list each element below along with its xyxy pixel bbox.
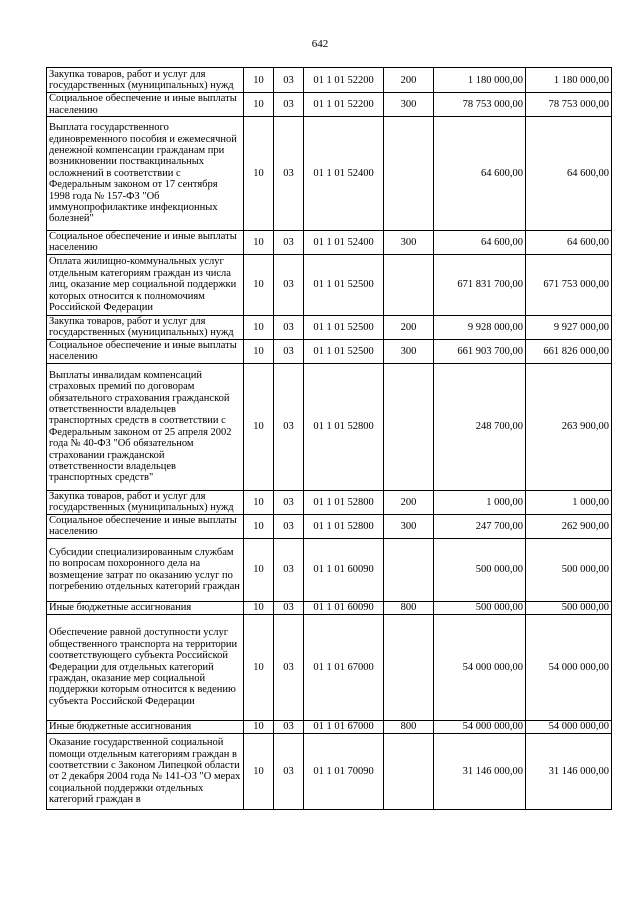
row-description: Обеспечение равной доступности услуг общественного транспорта на территории соответствующего субъекта Российской Федерации для отдельных категорий граждан, оказание мер социальной поддержки которым относится к ведению субъекта Российской Федерации (47, 614, 244, 720)
target-article-code: 01 1 01 52500 (304, 339, 384, 363)
subsection-code: 03 (274, 339, 304, 363)
expense-type-code: 200 (384, 490, 434, 514)
amount-year-2: 1 000,00 (526, 490, 612, 514)
table-row (47, 315, 612, 339)
table-row (47, 601, 612, 614)
section-code: 10 (244, 254, 274, 315)
section-code: 10 (244, 339, 274, 363)
amount-year-1: 54 000 000,00 (434, 614, 526, 720)
row-description: Иные бюджетные ассигнования (47, 720, 244, 733)
section-code: 10 (244, 733, 274, 809)
subsection-code: 03 (274, 733, 304, 809)
section-code: 10 (244, 601, 274, 614)
amount-year-2: 1 180 000,00 (526, 68, 612, 93)
table-row (47, 93, 612, 117)
expense-type-code (384, 254, 434, 315)
page-number: 642 (311, 38, 329, 50)
amount-year-1: 661 903 700,00 (434, 339, 526, 363)
amount-year-1: 500 000,00 (434, 538, 526, 601)
section-code: 10 (244, 68, 274, 93)
subsection-code: 03 (274, 720, 304, 733)
subsection-code: 03 (274, 254, 304, 315)
section-code: 10 (244, 231, 274, 255)
subsection-code: 03 (274, 315, 304, 339)
table-row (47, 538, 612, 601)
subsection-code: 03 (274, 231, 304, 255)
target-article-code: 01 1 01 52800 (304, 363, 384, 490)
table-row (47, 339, 612, 363)
target-article-code: 01 1 01 67000 (304, 614, 384, 720)
expense-type-code: 800 (384, 601, 434, 614)
section-code: 10 (244, 514, 274, 538)
amount-year-2: 64 600,00 (526, 231, 612, 255)
table-row (47, 231, 612, 255)
expense-type-code (384, 363, 434, 490)
expense-type-code: 300 (384, 93, 434, 117)
expense-type-code: 300 (384, 339, 434, 363)
amount-year-2: 263 900,00 (526, 363, 612, 490)
target-article-code: 01 1 01 52400 (304, 117, 384, 231)
amount-year-1: 1 180 000,00 (434, 68, 526, 93)
subsection-code: 03 (274, 68, 304, 93)
amount-year-1: 500 000,00 (434, 601, 526, 614)
section-code: 10 (244, 117, 274, 231)
amount-year-2: 500 000,00 (526, 538, 612, 601)
table-row (47, 117, 612, 231)
expense-type-code (384, 117, 434, 231)
expense-type-code: 200 (384, 68, 434, 93)
expense-type-code: 800 (384, 720, 434, 733)
target-article-code: 01 1 01 52500 (304, 254, 384, 315)
table-row (47, 733, 612, 809)
section-code: 10 (244, 93, 274, 117)
row-description: Закупка товаров, работ и услуг для государственных (муниципальных) нужд (47, 315, 244, 339)
amount-year-2: 64 600,00 (526, 117, 612, 231)
amount-year-2: 78 753 000,00 (526, 93, 612, 117)
section-code: 10 (244, 363, 274, 490)
target-article-code: 01 1 01 52400 (304, 231, 384, 255)
amount-year-1: 64 600,00 (434, 117, 526, 231)
row-description: Иные бюджетные ассигнования (47, 601, 244, 614)
table-row (47, 490, 612, 514)
subsection-code: 03 (274, 614, 304, 720)
table-row (47, 720, 612, 733)
amount-year-2: 54 000 000,00 (526, 614, 612, 720)
amount-year-2: 500 000,00 (526, 601, 612, 614)
amount-year-2: 671 753 000,00 (526, 254, 612, 315)
amount-year-2: 9 927 000,00 (526, 315, 612, 339)
target-article-code: 01 1 01 60090 (304, 538, 384, 601)
row-description: Выплата государственного единовременного пособия и ежемесячной денежной компенсации гражданам при возникновении поствакцинальных осложнений в соответствии с Федеральным законом от 17 сентября 1998 года № 157-ФЗ "Об иммунопрофилактике инфекционных болезней" (47, 117, 244, 231)
row-description: Выплаты инвалидам компенсаций страховых премий по договорам обязательного страхования гражданской ответственности владельцев транспортных средств в соответствии с Федеральным законом от 25 апреля 2002 года № 40-ФЗ "Об обязательном страховании гражданской ответственности владельцев транспортных средств" (47, 363, 244, 490)
row-description: Субсидии специализированным службам по вопросам похоронного дела на возмещение затрат по оказанию услуг по погребению отдельных категорий граждан (47, 538, 244, 601)
amount-year-1: 1 000,00 (434, 490, 526, 514)
amount-year-1: 64 600,00 (434, 231, 526, 255)
target-article-code: 01 1 01 52800 (304, 490, 384, 514)
budget-table (46, 67, 612, 810)
expense-type-code: 300 (384, 514, 434, 538)
table-row (47, 514, 612, 538)
table-row (47, 68, 612, 93)
target-article-code: 01 1 01 52200 (304, 93, 384, 117)
subsection-code: 03 (274, 117, 304, 231)
target-article-code: 01 1 01 60090 (304, 601, 384, 614)
subsection-code: 03 (274, 93, 304, 117)
subsection-code: 03 (274, 601, 304, 614)
target-article-code: 01 1 01 52500 (304, 315, 384, 339)
table-row (47, 254, 612, 315)
amount-year-1: 671 831 700,00 (434, 254, 526, 315)
expense-type-code (384, 538, 434, 601)
amount-year-1: 248 700,00 (434, 363, 526, 490)
amount-year-1: 9 928 000,00 (434, 315, 526, 339)
section-code: 10 (244, 538, 274, 601)
amount-year-2: 262 900,00 (526, 514, 612, 538)
table-row (47, 614, 612, 720)
expense-type-code (384, 614, 434, 720)
amount-year-1: 54 000 000,00 (434, 720, 526, 733)
subsection-code: 03 (274, 363, 304, 490)
subsection-code: 03 (274, 514, 304, 538)
amount-year-2: 54 000 000,00 (526, 720, 612, 733)
expense-type-code: 200 (384, 315, 434, 339)
row-description: Закупка товаров, работ и услуг для государственных (муниципальных) нужд (47, 490, 244, 514)
target-article-code: 01 1 01 67000 (304, 720, 384, 733)
row-description: Оказание государственной социальной помощи отдельным категориям граждан в соответствии с Законом Липецкой области от 2 декабря 2004 года № 141-ОЗ "О мерах социальной поддержки отдельных категорий граждан в (47, 733, 244, 809)
target-article-code: 01 1 01 70090 (304, 733, 384, 809)
row-description: Оплата жилищно-коммунальных услуг отдельным категориям граждан из числа лиц, оказание мер социальной поддержки которых относится к полномочиям Российской Федерации (47, 254, 244, 315)
row-description: Социальное обеспечение и иные выплаты населению (47, 514, 244, 538)
subsection-code: 03 (274, 490, 304, 514)
target-article-code: 01 1 01 52800 (304, 514, 384, 538)
subsection-code: 03 (274, 538, 304, 601)
expense-type-code (384, 733, 434, 809)
row-description: Социальное обеспечение и иные выплаты населению (47, 93, 244, 117)
row-description: Социальное обеспечение и иные выплаты населению (47, 231, 244, 255)
amount-year-1: 247 700,00 (434, 514, 526, 538)
row-description: Социальное обеспечение и иные выплаты населению (47, 339, 244, 363)
section-code: 10 (244, 720, 274, 733)
row-description: Закупка товаров, работ и услуг для государственных (муниципальных) нужд (47, 68, 244, 93)
table-row (47, 363, 612, 490)
section-code: 10 (244, 315, 274, 339)
expense-type-code: 300 (384, 231, 434, 255)
amount-year-2: 31 146 000,00 (526, 733, 612, 809)
amount-year-1: 31 146 000,00 (434, 733, 526, 809)
target-article-code: 01 1 01 52200 (304, 68, 384, 93)
section-code: 10 (244, 490, 274, 514)
amount-year-2: 661 826 000,00 (526, 339, 612, 363)
amount-year-1: 78 753 000,00 (434, 93, 526, 117)
section-code: 10 (244, 614, 274, 720)
